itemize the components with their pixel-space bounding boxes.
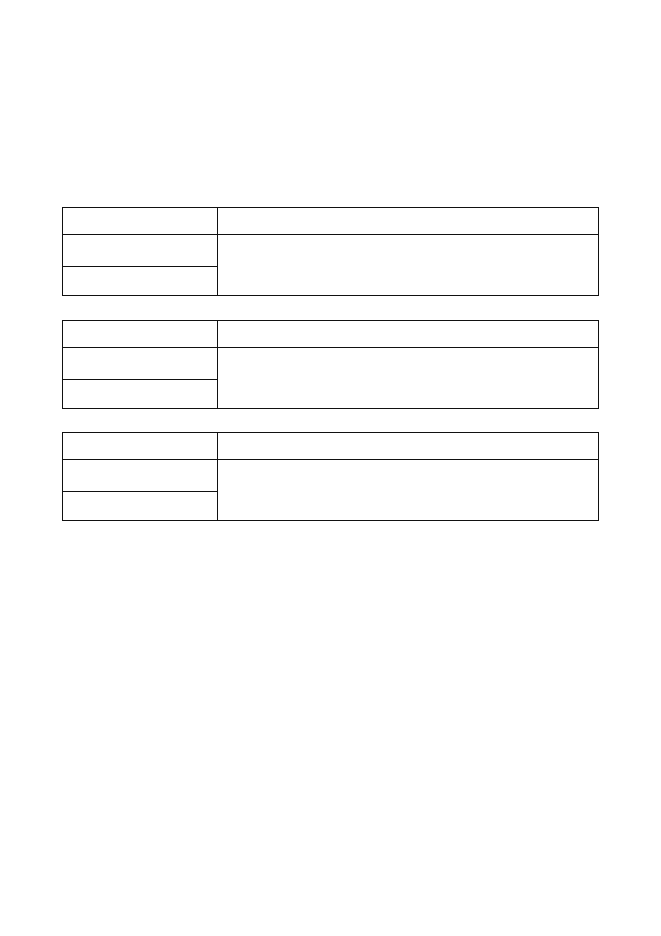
table-row-max-working-current bbox=[63, 267, 599, 296]
row-label-rated-current bbox=[63, 460, 218, 492]
column-header-parameter bbox=[63, 208, 218, 235]
table-row-max-working-current bbox=[63, 492, 599, 521]
table-row-rated-current bbox=[63, 348, 599, 380]
table-10-part-1 bbox=[62, 207, 599, 296]
column-header-value bbox=[218, 433, 599, 460]
table-10-part-2 bbox=[62, 320, 599, 409]
table-row-max-working-current bbox=[63, 380, 599, 409]
table-row-rated-current bbox=[63, 460, 599, 492]
column-header-value bbox=[218, 321, 599, 348]
table-10-part-3 bbox=[62, 432, 599, 521]
row-label-max-working-current bbox=[63, 267, 218, 296]
column-header-parameter bbox=[63, 433, 218, 460]
column-header-parameter bbox=[63, 321, 218, 348]
row-label-rated-current bbox=[63, 348, 218, 380]
table-row-rated-current bbox=[63, 235, 599, 267]
column-header-value bbox=[218, 208, 599, 235]
row-label-max-working-current bbox=[63, 492, 218, 521]
row-label-max-working-current bbox=[63, 380, 218, 409]
row-label-rated-current bbox=[63, 235, 218, 267]
